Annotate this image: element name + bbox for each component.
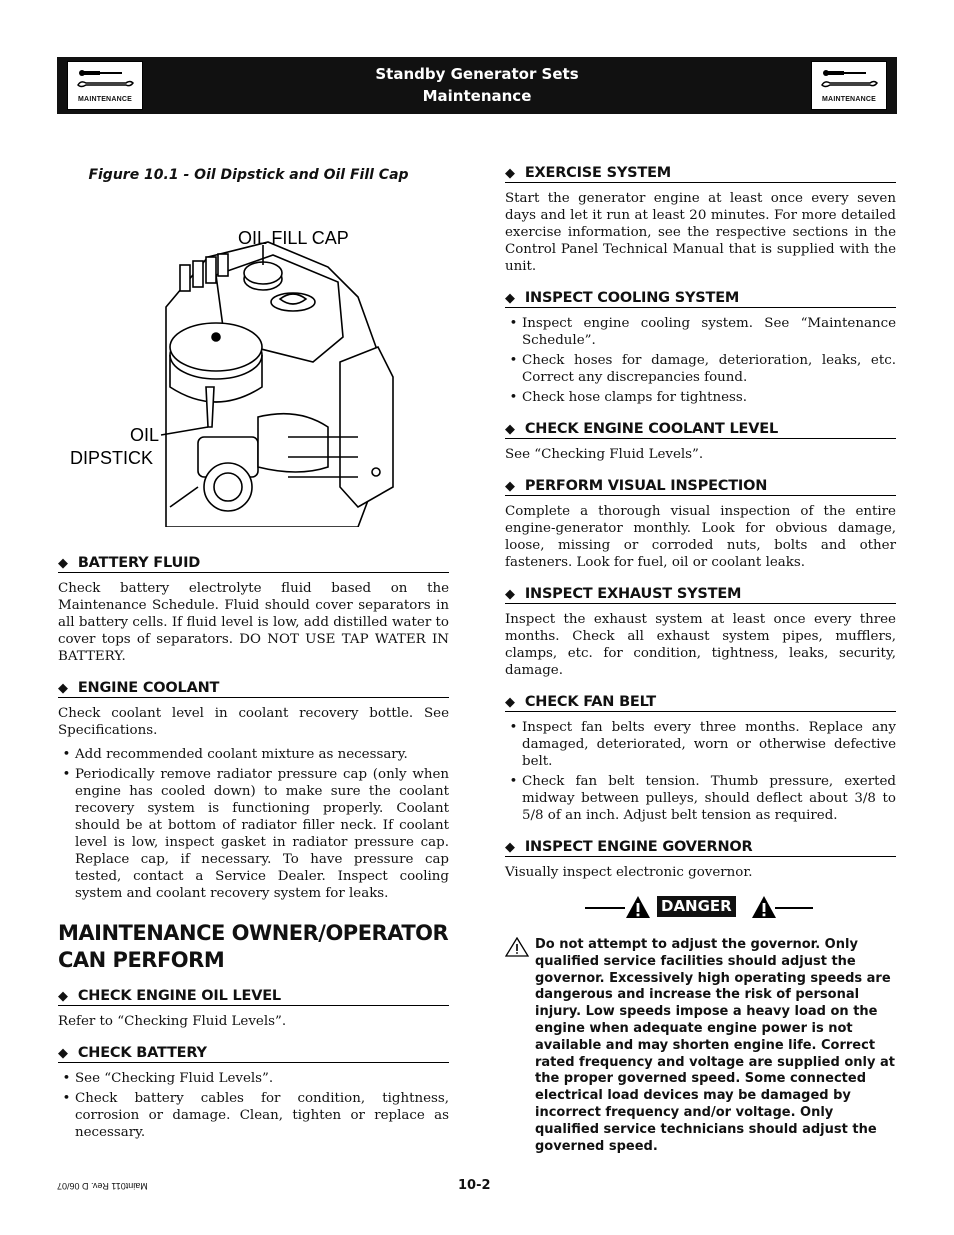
section-heading: ◆ INSPECT ENGINE GOVERNOR [505,839,896,857]
title-line-2: Maintenance [422,87,532,105]
diamond-icon: ◆ [505,694,515,710]
warning-outline-icon [505,937,529,957]
title-line-1: Standby Generator Sets [375,65,579,83]
battery-fluid-text: Check battery electrolyte fluid based on the Maintenance Schedule. Fluid should cover separators in all battery cells. If fluid level is low, add distilled water to cover tops of separators. DO NOT USE TAP WATER IN BATTERY. [58,581,449,664]
list-item: • Periodically remove radiator pressure cap (only when engine has cooled down) to make sure the coolant recovery system is functioning properly. Coolant should be at bottom of radiator filler neck. If coolant level is low, inspect gasket in radiator pressure cap. Replace cap, if necessary. To have pressure cap tested, contact a Service Dealer. Inspect cooling system and coolant recovery system for leaks. [58,766,449,902]
exercise-text: Start the generator engine at least once every seven days and let it run at least 20 minutes. For more detailed exercise information, see the respective sections in the Control Panel Technical Manual that is supplied with the unit. [505,191,896,274]
coolant-level-text: See “Checking Fluid Levels”. [505,447,704,462]
warning-triangle-icon [625,895,651,919]
section-heading: ◆ CHECK FAN BELT [505,694,896,712]
diamond-icon: ◆ [58,555,68,571]
diamond-icon: ◆ [58,680,68,696]
list-item: • Check battery cables for condition, tightness, corrosion or damage. Clean, tighten or replace as necessary. [58,1090,449,1141]
danger-text: Do not attempt to adjust the governor. Only qualified service facilities should adjust the governor. Excessively high operating speeds are dangerous and increase the risk of personal injury. Low speeds impose a heavy load on the engine when adequate engine power is not available and may shorten engine life. Correct rated frequency and voltage are supplied only at the proper governed speed. Some connected electrical load devices may be damaged by incorrect frequency and/or voltage. Only qualified service technicians should adjust the governed speed. [535,937,895,1154]
doc-code: Maint011 Rev. D 06/07 [57,1181,148,1191]
fan-belt-bullets [505,719,896,824]
page-number: 10-2 [458,1178,491,1193]
list-item: • Add recommended coolant mixture as necessary. [58,746,449,763]
big-section-heading: MAINTENANCE OWNER/OPERATOR CAN PERFORM [58,921,449,972]
divider [775,907,813,909]
diamond-icon: ◆ [505,165,515,181]
figure-caption: Figure 10.1 - Oil Dipstick and Oil Fill Cap [88,167,409,183]
left-column [58,165,449,1144]
page-title [57,63,897,107]
list-item: • See “Checking Fluid Levels”. [58,1070,449,1087]
diamond-icon: ◆ [505,478,515,494]
list-item: • Check hose clamps for tightness. [505,389,896,406]
badge-label: MAINTENANCE [822,96,876,103]
cooling-bullets [505,315,896,406]
check-battery-bullets [58,1070,449,1141]
section-heading: ◆ ENGINE COOLANT [58,680,449,698]
section-heading: ◆ CHECK ENGINE COOLANT LEVEL [505,421,896,439]
engine-coolant-text: Check coolant level in coolant recovery bottle. See Specifications. [58,706,449,738]
diamond-icon: ◆ [58,1045,68,1061]
exhaust-text: Inspect the exhaust system at least once every three months. Check all exhaust system pipes, mufflers, clamps, etc. for condition, tightness, leaks, security, damage. [505,612,896,678]
wrench-screwdriver-icon [820,68,878,92]
engine-coolant-bullets [58,746,449,902]
label-oil-fill-cap: OIL FILL CAP [238,228,349,248]
list-item: • Check hoses for damage, deterioration, leaks, etc. Correct any discrepancies found. [505,352,896,386]
section-heading: ◆ INSPECT EXHAUST SYSTEM [505,586,896,604]
danger-banner [505,895,896,921]
visual-inspection-text: Complete a thorough visual inspection of the entire engine-generator monthly. Look for obvious damage, loose, missing or corroded nuts, bolts and other fasteners. Look for fuel, oil or coolant leaks. [505,504,896,570]
section-heading: ◆ CHECK BATTERY [58,1045,449,1063]
list-item: • Inspect engine cooling system. See “Maintenance Schedule”. [505,315,896,349]
label-oil: OIL [130,425,160,445]
page-header [57,57,897,114]
badge-label: MAINTENANCE [78,96,132,103]
engine-figure [58,187,449,527]
list-item: • Check fan belt tension. Thumb pressure, exerted midway between pulleys, should deflect about 3/8 to 5/8 of an inch. Adjust belt tension as required. [505,773,896,824]
list-item: • Inspect fan belts every three months. Replace any damaged, deteriorated, worn or otherwise defective belt. [505,719,896,770]
section-heading: ◆ CHECK ENGINE OIL LEVEL [58,988,449,1006]
divider [585,907,625,909]
danger-label: DANGER [657,896,736,917]
section-heading: ◆ EXERCISE SYSTEM [505,165,896,183]
section-heading: ◆ PERFORM VISUAL INSPECTION [505,478,896,496]
maintenance-badge-right [811,61,887,110]
diamond-icon: ◆ [505,421,515,437]
diamond-icon: ◆ [58,988,68,1004]
label-dipstick: DIPSTICK [70,448,154,468]
diamond-icon: ◆ [505,290,515,306]
section-heading: ◆ INSPECT COOLING SYSTEM [505,290,896,308]
right-column [505,165,896,1155]
section-heading: ◆ BATTERY FLUID [58,555,449,573]
diamond-icon: ◆ [505,839,515,855]
warning-triangle-icon [751,895,777,919]
governor-text: Visually inspect electronic governor. [505,865,753,880]
danger-warning [505,937,896,1155]
check-oil-text: Refer to “Checking Fluid Levels”. [58,1014,287,1029]
diamond-icon: ◆ [505,586,515,602]
